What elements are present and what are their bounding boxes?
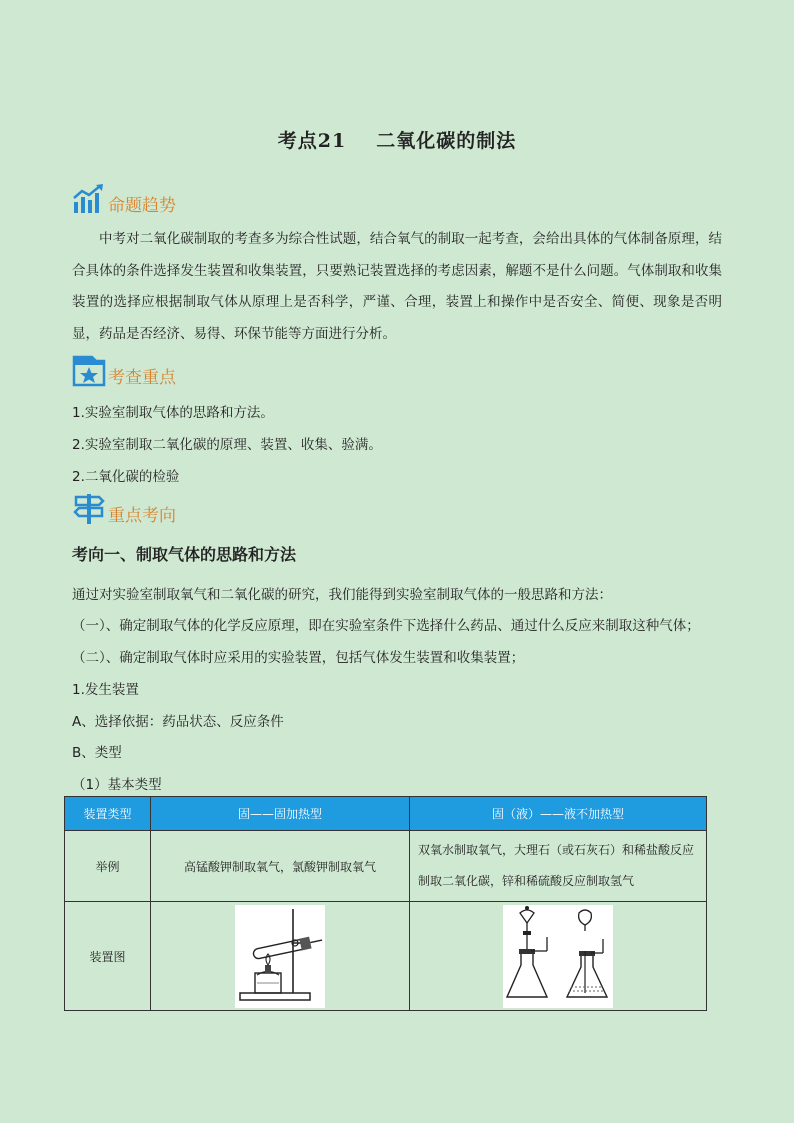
body-line: A、选择依据：药品状态、反应条件 [72, 714, 284, 730]
body-line: （一）、确定制取气体的化学反应原理，即在实验室条件下选择什么药品、通过什么反应来制取这种气体； [72, 618, 700, 634]
body-line: 通过对实验室制取氧气和二氧化碳的研究，我们能得到实验室制取气体的一般思路和方法： [72, 587, 612, 603]
solid-heating-apparatus-diagram [235, 905, 325, 1008]
section-trend-heading [72, 180, 176, 216]
signpost-icon [72, 492, 106, 526]
section-direction-heading [72, 490, 176, 526]
bar-chart-trend-icon [72, 182, 106, 216]
section-focus-label: 考查重点 [108, 368, 176, 388]
table-header-cell: 固（液）——液不加热型 [410, 797, 707, 831]
solid-liquid-apparatus-diagram [503, 905, 613, 1008]
focus-item: 2.二氧化碳的检验 [72, 469, 180, 485]
table-cell: 双氧水制取氧气，大理石（或石灰石）和稀盐酸反应制取二氧化碳，锌和稀硫酸反应制取氢气 [410, 831, 707, 902]
table-cell: 高锰酸钾制取氧气，氯酸钾制取氧气 [151, 831, 410, 902]
trend-paragraph: 中考对二氧化碳制取的考查多为综合性试题，结合氧气的制取一起考查，会给出具体的气体制备原理，结合具体的条件选择发生装置和收集装置，只要熟记装置选择的考虑因素，解题不是什么问题。气体制取和收集装置的选择应根据制取气体从原理上是否科学，严谨、合理，装置上和操作中是否安全、简便、现象是否明显，药品是否经济、易得、环保节能等方面进行分析。 [72, 231, 722, 342]
section-direction-label: 重点考向 [108, 506, 176, 526]
table-row [65, 831, 707, 902]
table-cell [151, 902, 410, 1011]
title-text: 二氧化碳的制法 [376, 130, 517, 152]
body-line: 1.发生装置 [72, 682, 139, 698]
row-label: 举例 [65, 831, 151, 902]
body-line: （二）、确定制取气体时应采用的实验装置，包括气体发生装置和收集装置； [72, 650, 525, 666]
direction-heading: 考向一、制取气体的思路和方法 [72, 545, 297, 564]
body-line: （1）基本类型 [72, 777, 162, 793]
title-number: 考点21 [277, 130, 347, 152]
row-label: 装置图 [65, 902, 151, 1011]
table-header-row [65, 797, 707, 831]
table-header-cell: 固——固加热型 [151, 797, 410, 831]
table-row [65, 902, 707, 1011]
focus-item: 1.实验室制取气体的思路和方法。 [72, 405, 274, 421]
page-title [0, 126, 794, 153]
focus-item: 2.实验室制取二氧化碳的原理、装置、收集、验满。 [72, 437, 382, 453]
star-folder-icon [72, 354, 106, 388]
table-header-cell: 装置类型 [65, 797, 151, 831]
apparatus-table [64, 796, 707, 1011]
body-line: B、类型 [72, 745, 122, 761]
table-cell [410, 902, 707, 1011]
section-trend-label: 命题趋势 [108, 196, 176, 216]
section-focus-heading [72, 352, 176, 388]
